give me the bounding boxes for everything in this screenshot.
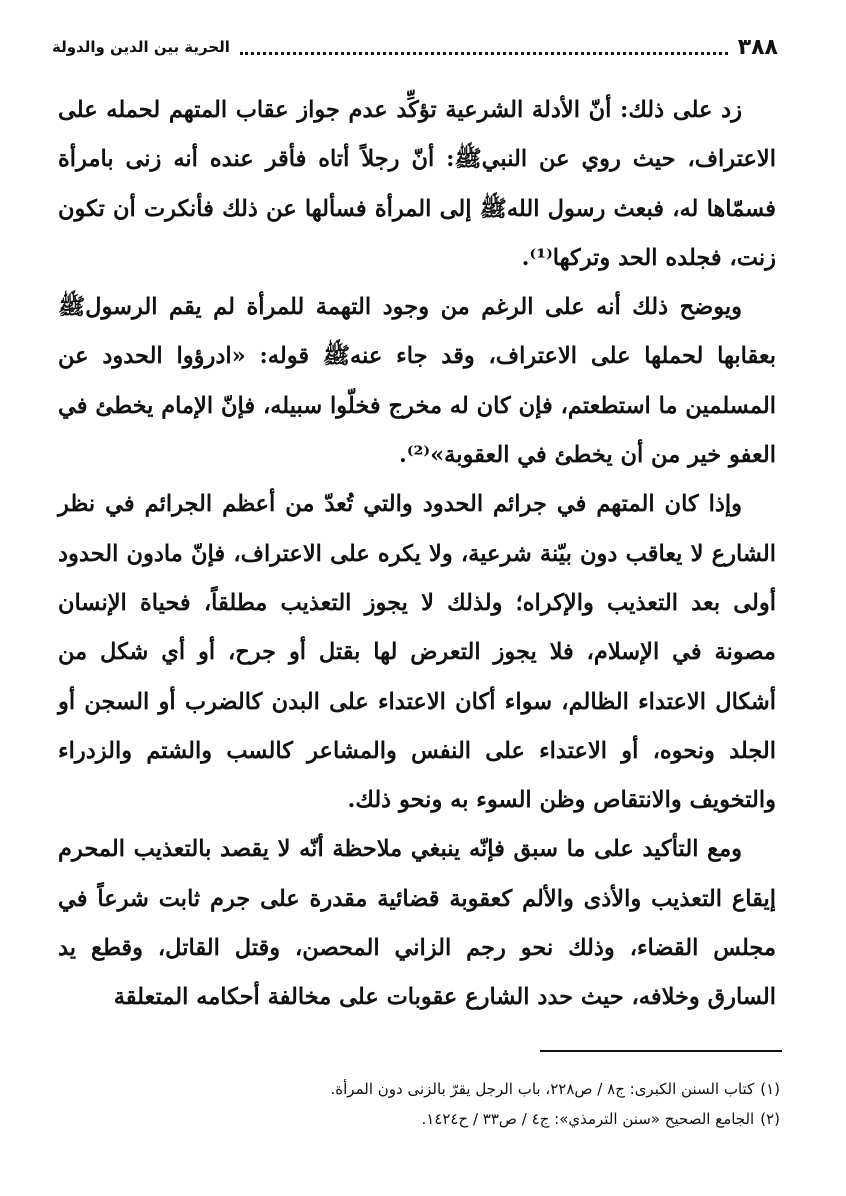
page-header bbox=[52, 30, 778, 64]
paragraph: ومع التأكيد على ما سبق فإنّه ينبغي ملاحظة أنّه لا يقصد بالتعذيب المحرم إيقاع التعذيب والأذى والألم كعقوبة قضائية مقدرة على جرم ثابت شرعاً في مجلس القضاء، وذلك نحو رجم الزاني المحصن، وقتل القاتل، وقطع يد السارق وخلافه، حيث حدد الشارع عقوبات على مخالفة أحكامه المتعلقة bbox=[58, 836, 776, 1011]
footnote-number: (١) bbox=[760, 1080, 780, 1098]
footnotes bbox=[100, 1074, 780, 1134]
paragraph: ويوضح ذلك أنه على الرغم من وجود التهمة للمرأة لم يقم الرسولﷺ بعقابها لحملها على الاعتراف، وقد جاء عنهﷺ قوله: «ادرؤوا الحدود عن المسلمين ما استطعتم، فإن كان له مخرج فخلّوا سبيله، فإنّ الإمام يخطئ في العفو خير من أن يخطئ في العقوبة»⁽²⁾. bbox=[58, 294, 776, 469]
footnote bbox=[100, 1074, 780, 1104]
footnote-text: كتاب السنن الكبرى: ج٨ / ص٢٢٨، باب الرجل يقرّ بالزنى دون المرأة. bbox=[330, 1080, 755, 1098]
page-number: ٣٨٨ bbox=[737, 34, 778, 60]
footnote-number: (٢) bbox=[760, 1110, 780, 1128]
running-title: الحرية بين الدين والدولة bbox=[52, 38, 230, 56]
footnote-separator bbox=[540, 1050, 782, 1052]
footnote bbox=[100, 1104, 780, 1134]
footnote-text: الجامع الصحيح «سنن الترمذي»: ج٤ / ص٣٣ / ح١٤٢٤. bbox=[421, 1110, 755, 1128]
main-text bbox=[58, 86, 776, 1023]
paragraph: وإذا كان المتهم في جرائم الحدود والتي تُعدّ من أعظم الجرائم في نظر الشارع لا يعاقب دون بيّنة شرعية، ولا يكره على الاعتراف، فإنّ مادون الحدود أولى بعد التعذيب والإكراه؛ ولذلك لا يجوز التعذيب مطلقاً، فحياة الإنسان مصونة في الإسلام، فلا يجوز التعرض لها بقتل أو جرح، أو أي شكل من أشكال الاعتداء الظالم، سواء أكان الاعتداء على البدن كالضرب أو السجن أو الجلد ونحوه، أو الاعتداء على النفس والمشاعر كالسب والشتم والزدراء والتخويف والانتقاص وظن السوء به ونحو ذلك. bbox=[58, 491, 776, 814]
paragraph: زد على ذلك: أنّ الأدلة الشرعية تؤكِّد عدم جواز عقاب المتهم لحمله على الاعتراف، حيث روي عن النبيﷺ: أنّ رجلاً أتاه فأقر عنده أنه زنى بامرأة فسمّاها له، فبعث رسول اللهﷺ إلى المرأة فسألها عن ذلك فأنكرت أن تكون زنت، فجلده الحد وتركها⁽¹⁾. bbox=[58, 97, 776, 271]
header-dot-leader bbox=[240, 52, 728, 55]
